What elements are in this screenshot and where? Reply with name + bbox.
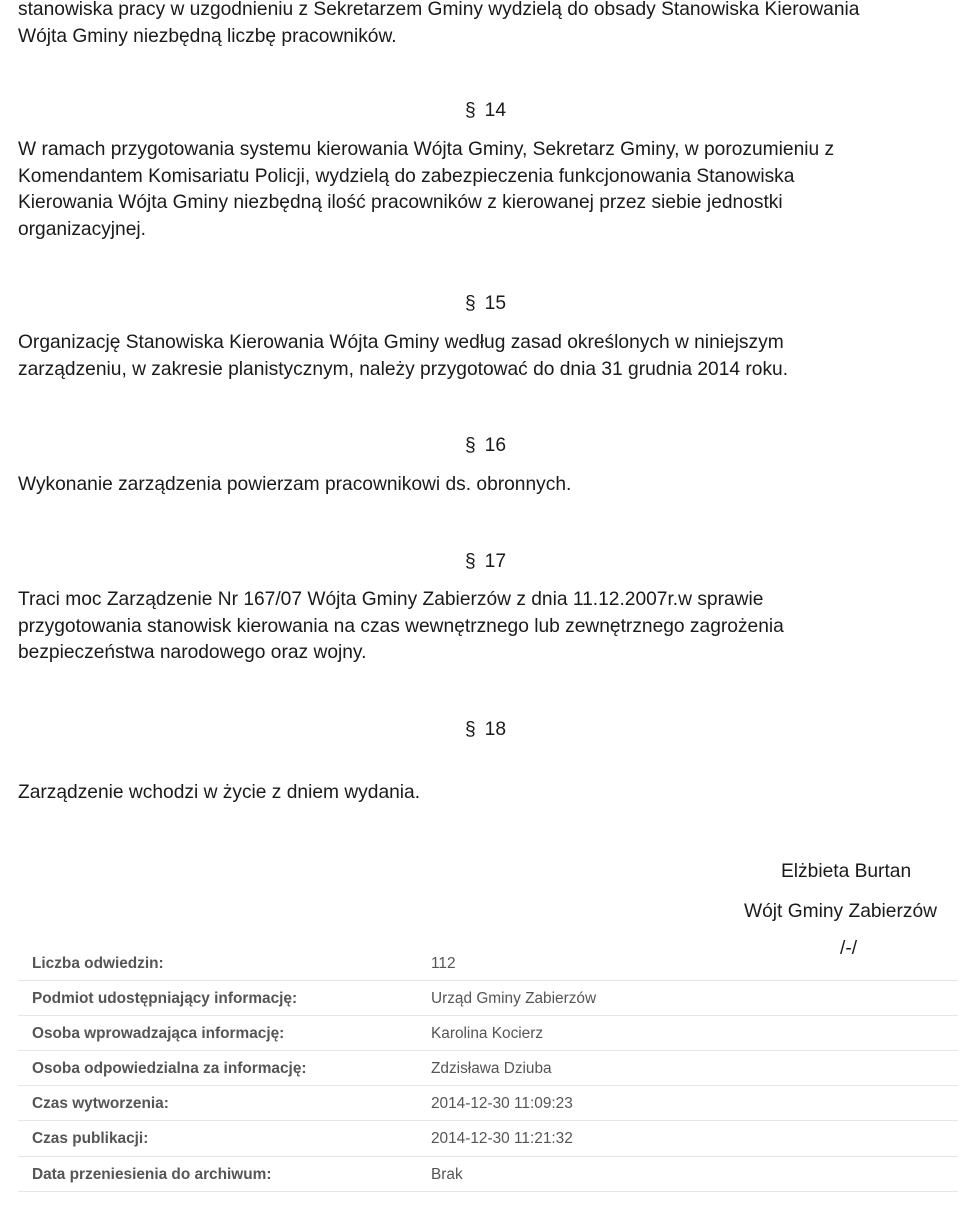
section-symbol: § xyxy=(465,551,476,572)
paragraph-line: W ramach przygotowania systemu kierowania Wójta Gminy, Sekretarz Gminy, w porozumieniu z xyxy=(18,139,835,160)
metadata-value: Brak xyxy=(431,1165,463,1183)
paragraph-line: Kierowania Wójta Gminy niezbędną ilość pracowników z kierowanej przez siebie jednostki xyxy=(18,192,783,213)
section-heading-18 xyxy=(465,718,506,742)
metadata-label: Osoba odpowiedzialna za informację: xyxy=(32,1060,307,1078)
section-heading-14 xyxy=(465,99,506,123)
intro-paragraph xyxy=(18,0,948,50)
section-number: 16 xyxy=(484,435,507,456)
paragraph-line: Komendantem Komisariatu Policji, wydzielą do zabezpieczenia funkcjonowania Stanowiska xyxy=(18,165,795,187)
intro-line: Wójta Gminy niezbędną liczbę pracowników. xyxy=(18,25,397,47)
metadata-value: 2014-12-30 11:09:23 xyxy=(431,1095,573,1113)
metadata-row xyxy=(18,946,958,981)
metadata-value: 2014-12-30 11:21:32 xyxy=(431,1130,573,1148)
paragraph-line: przygotowania stanowisk kierowania na czas wewnętrznego lub zewnętrznego zagrożenia xyxy=(18,615,784,637)
section-number: 14 xyxy=(484,100,507,121)
section-number: 15 xyxy=(484,293,507,314)
metadata-label: Data przeniesienia do archiwum: xyxy=(32,1165,272,1183)
metadata-row xyxy=(18,1121,958,1156)
paragraph-line: Traci moc Zarządzenie Nr 167/07 Wójta Gminy Zabierzów z dnia 11.12.2007r.w sprawie xyxy=(18,589,764,610)
metadata-label: Liczba odwiedzin: xyxy=(32,955,164,972)
section-number: 18 xyxy=(484,719,507,740)
paragraph-line: organizacyjnej. xyxy=(18,218,146,240)
section-symbol: § xyxy=(465,100,476,121)
metadata-value: Karolina Kocierz xyxy=(431,1025,544,1043)
section-symbol: § xyxy=(465,293,476,314)
metadata-row xyxy=(18,1051,958,1086)
paragraph-line: zarządzeniu, w zakresie planistycznym, należy przygotować do dnia 31 grudnia 2014 roku. xyxy=(18,358,789,380)
paragraph-line: Zarządzenie wchodzi w życie z dniem wydania. xyxy=(18,782,421,803)
metadata-row xyxy=(18,981,958,1016)
signature-role: Wójt Gminy Zabierzów xyxy=(744,901,937,922)
section-paragraph-16 xyxy=(18,472,948,499)
signature-name: Elżbieta Burtan xyxy=(781,861,912,882)
metadata-label: Czas wytworzenia: xyxy=(32,1095,169,1113)
intro-line: stanowiska pracy w uzgodnieniu z Sekretarzem Gminy wydzielą do obsady Stanowiska Kierowania xyxy=(18,0,860,20)
section-paragraph-18 xyxy=(18,780,948,807)
paragraph-line: Organizację Stanowiska Kierowania Wójta Gminy według zasad określonych w niniejszym xyxy=(18,332,784,353)
metadata-value: 112 xyxy=(431,955,456,972)
metadata-row xyxy=(18,1157,958,1192)
metadata-row xyxy=(18,1016,958,1051)
section-heading-16 xyxy=(465,434,506,458)
paragraph-line: Wykonanie zarządzenia powierzam pracownikowi ds. obronnych. xyxy=(18,474,572,495)
section-paragraph-17 xyxy=(18,587,948,667)
paragraph-line: bezpieczeństwa narodowego oraz wojny. xyxy=(18,642,367,663)
metadata-label: Czas publikacji: xyxy=(32,1130,149,1148)
metadata-table xyxy=(18,946,958,1192)
section-heading-17 xyxy=(465,550,506,574)
section-number: 17 xyxy=(484,551,507,572)
metadata-value: Urząd Gminy Zabierzów xyxy=(431,990,597,1008)
section-paragraph-14 xyxy=(18,137,948,243)
metadata-label: Osoba wprowadzająca informację: xyxy=(32,1025,285,1043)
section-paragraph-15 xyxy=(18,330,948,383)
signature-mark: /-/ xyxy=(840,938,858,959)
section-symbol: § xyxy=(465,435,476,456)
metadata-label: Podmiot udostępniający informację: xyxy=(32,990,298,1008)
metadata-row xyxy=(18,1086,958,1121)
section-heading-15 xyxy=(465,292,506,316)
section-symbol: § xyxy=(465,719,476,740)
metadata-value: Zdzisława Dziuba xyxy=(431,1060,552,1078)
